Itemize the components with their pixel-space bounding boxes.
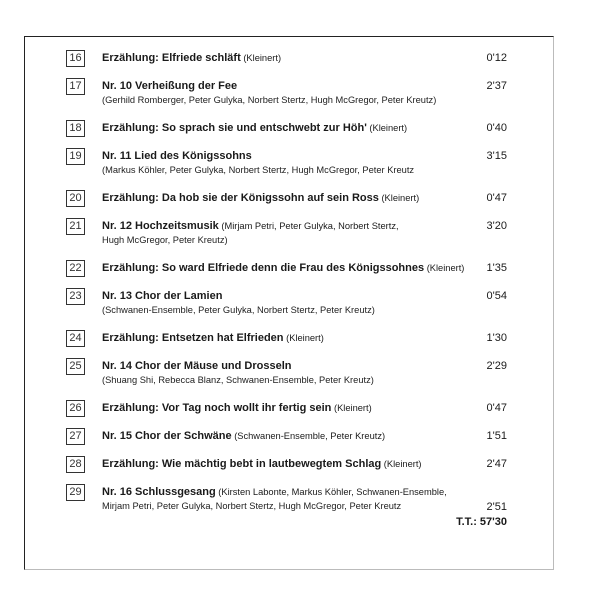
track-performers: (Kleinert)	[283, 333, 324, 343]
track-number: 22	[66, 260, 85, 277]
track-duration: 0'54	[486, 290, 507, 302]
track-duration: 0'47	[486, 402, 507, 414]
track-line	[102, 401, 372, 415]
track-title: Erzählung: Vor Tag noch wollt ihr fertig sein	[102, 402, 332, 414]
track-title: Erzählung: So ward Elfriede denn die Frau des Königssohnes	[102, 262, 425, 274]
track-performers: (Schwanen-Ensemble, Peter Kreutz)	[231, 431, 386, 441]
track-number: 18	[66, 120, 85, 137]
track-line	[102, 79, 237, 93]
track-line	[102, 289, 222, 303]
track-performers: (Kleinert)	[366, 123, 408, 133]
track-number: 21	[66, 218, 85, 235]
track-title: Nr. 11 Lied des Königssohns	[102, 150, 252, 162]
track-title: Nr. 13 Chor der Lamien	[102, 290, 223, 302]
track-line	[102, 121, 407, 135]
track-performers: Hugh McGregor, Peter Kreutz)	[102, 235, 228, 245]
track-number: 26	[66, 400, 85, 417]
track-line	[102, 457, 422, 471]
track-duration: 2'47	[486, 458, 507, 470]
track-number: 20	[66, 190, 85, 207]
track-number: 23	[66, 288, 85, 305]
track-title: Erzählung: Entsetzen hat Elfrieden	[102, 332, 284, 344]
total-time: T.T.: 57'30	[456, 516, 507, 528]
track-duration: 0'40	[486, 122, 507, 134]
track-duration: 0'47	[486, 192, 507, 204]
track-performers: (Kleinert)	[381, 459, 422, 469]
track-duration: 0'12	[486, 52, 507, 64]
track-title: Nr. 10 Verheißung der Fee	[102, 80, 238, 92]
track-title: Nr. 14 Chor der Mäuse und Drosseln	[102, 360, 292, 372]
track-number: 17	[66, 78, 85, 95]
track-performers: (Kleinert)	[331, 403, 372, 413]
track-number: 27	[66, 428, 85, 445]
track-performers: (Kleinert)	[240, 53, 282, 63]
track-line	[102, 485, 447, 499]
track-line	[102, 149, 252, 163]
track-line	[102, 359, 292, 373]
track-performers: (Gerhild Romberger, Peter Gulyka, Norbert Stertz, Hugh McGregor, Peter Kreutz)	[102, 95, 437, 105]
track-duration: 2'51	[486, 501, 507, 513]
track-number: 19	[66, 148, 85, 165]
track-performers: (Kleinert)	[378, 193, 420, 203]
track-line	[102, 429, 385, 443]
track-performers: (Shuang Shi, Rebecca Blanz, Schwanen-Ensemble, Peter Kreutz)	[102, 375, 374, 385]
track-line	[102, 51, 281, 65]
track-performers: (Schwanen-Ensemble, Peter Gulyka, Norbert Stertz, Peter Kreutz)	[102, 305, 375, 315]
track-number: 24	[66, 330, 85, 347]
track-title: Erzählung: Wie mächtig bebt in lautbewegtem Schlag	[102, 458, 382, 470]
track-duration: 1'35	[486, 262, 507, 274]
track-performers: (Kirsten Labonte, Markus Köhler, Schwanen-Ensemble,	[215, 487, 447, 497]
track-title: Erzählung: Da hob sie der Königssohn auf sein Ross	[102, 192, 379, 204]
track-duration: 1'51	[486, 430, 507, 442]
track-duration: 3'15	[486, 150, 507, 162]
track-title: Nr. 16 Schlussgesang	[102, 486, 216, 498]
track-performers: (Kleinert)	[424, 263, 465, 273]
track-performers: (Markus Köhler, Peter Gulyka, Norbert Stertz, Hugh McGregor, Peter Kreutz	[102, 165, 415, 175]
track-title: Erzählung: So sprach sie und entschwebt zur Höh'	[102, 122, 367, 134]
track-number: 28	[66, 456, 85, 473]
track-title: Erzählung: Elfriede schläft	[102, 52, 241, 64]
track-line	[102, 261, 464, 275]
track-title: Nr. 15 Chor der Schwäne	[102, 430, 232, 442]
track-duration: 2'29	[486, 360, 507, 372]
track-number: 29	[66, 484, 85, 501]
track-title: Nr. 12 Hochzeitsmusik	[102, 220, 219, 232]
track-duration: 1'30	[486, 332, 507, 344]
track-line	[102, 331, 324, 345]
track-line	[102, 219, 399, 233]
track-performers: (Mirjam Petri, Peter Gulyka, Norbert Stertz,	[218, 221, 399, 231]
track-line	[102, 191, 419, 205]
track-duration: 3'20	[486, 220, 507, 232]
track-number: 25	[66, 358, 85, 375]
track-duration: 2'37	[486, 80, 507, 92]
track-number: 16	[66, 50, 85, 67]
track-performers: Mirjam Petri, Peter Gulyka, Norbert Stertz, Hugh McGregor, Peter Kreutz	[102, 501, 402, 511]
